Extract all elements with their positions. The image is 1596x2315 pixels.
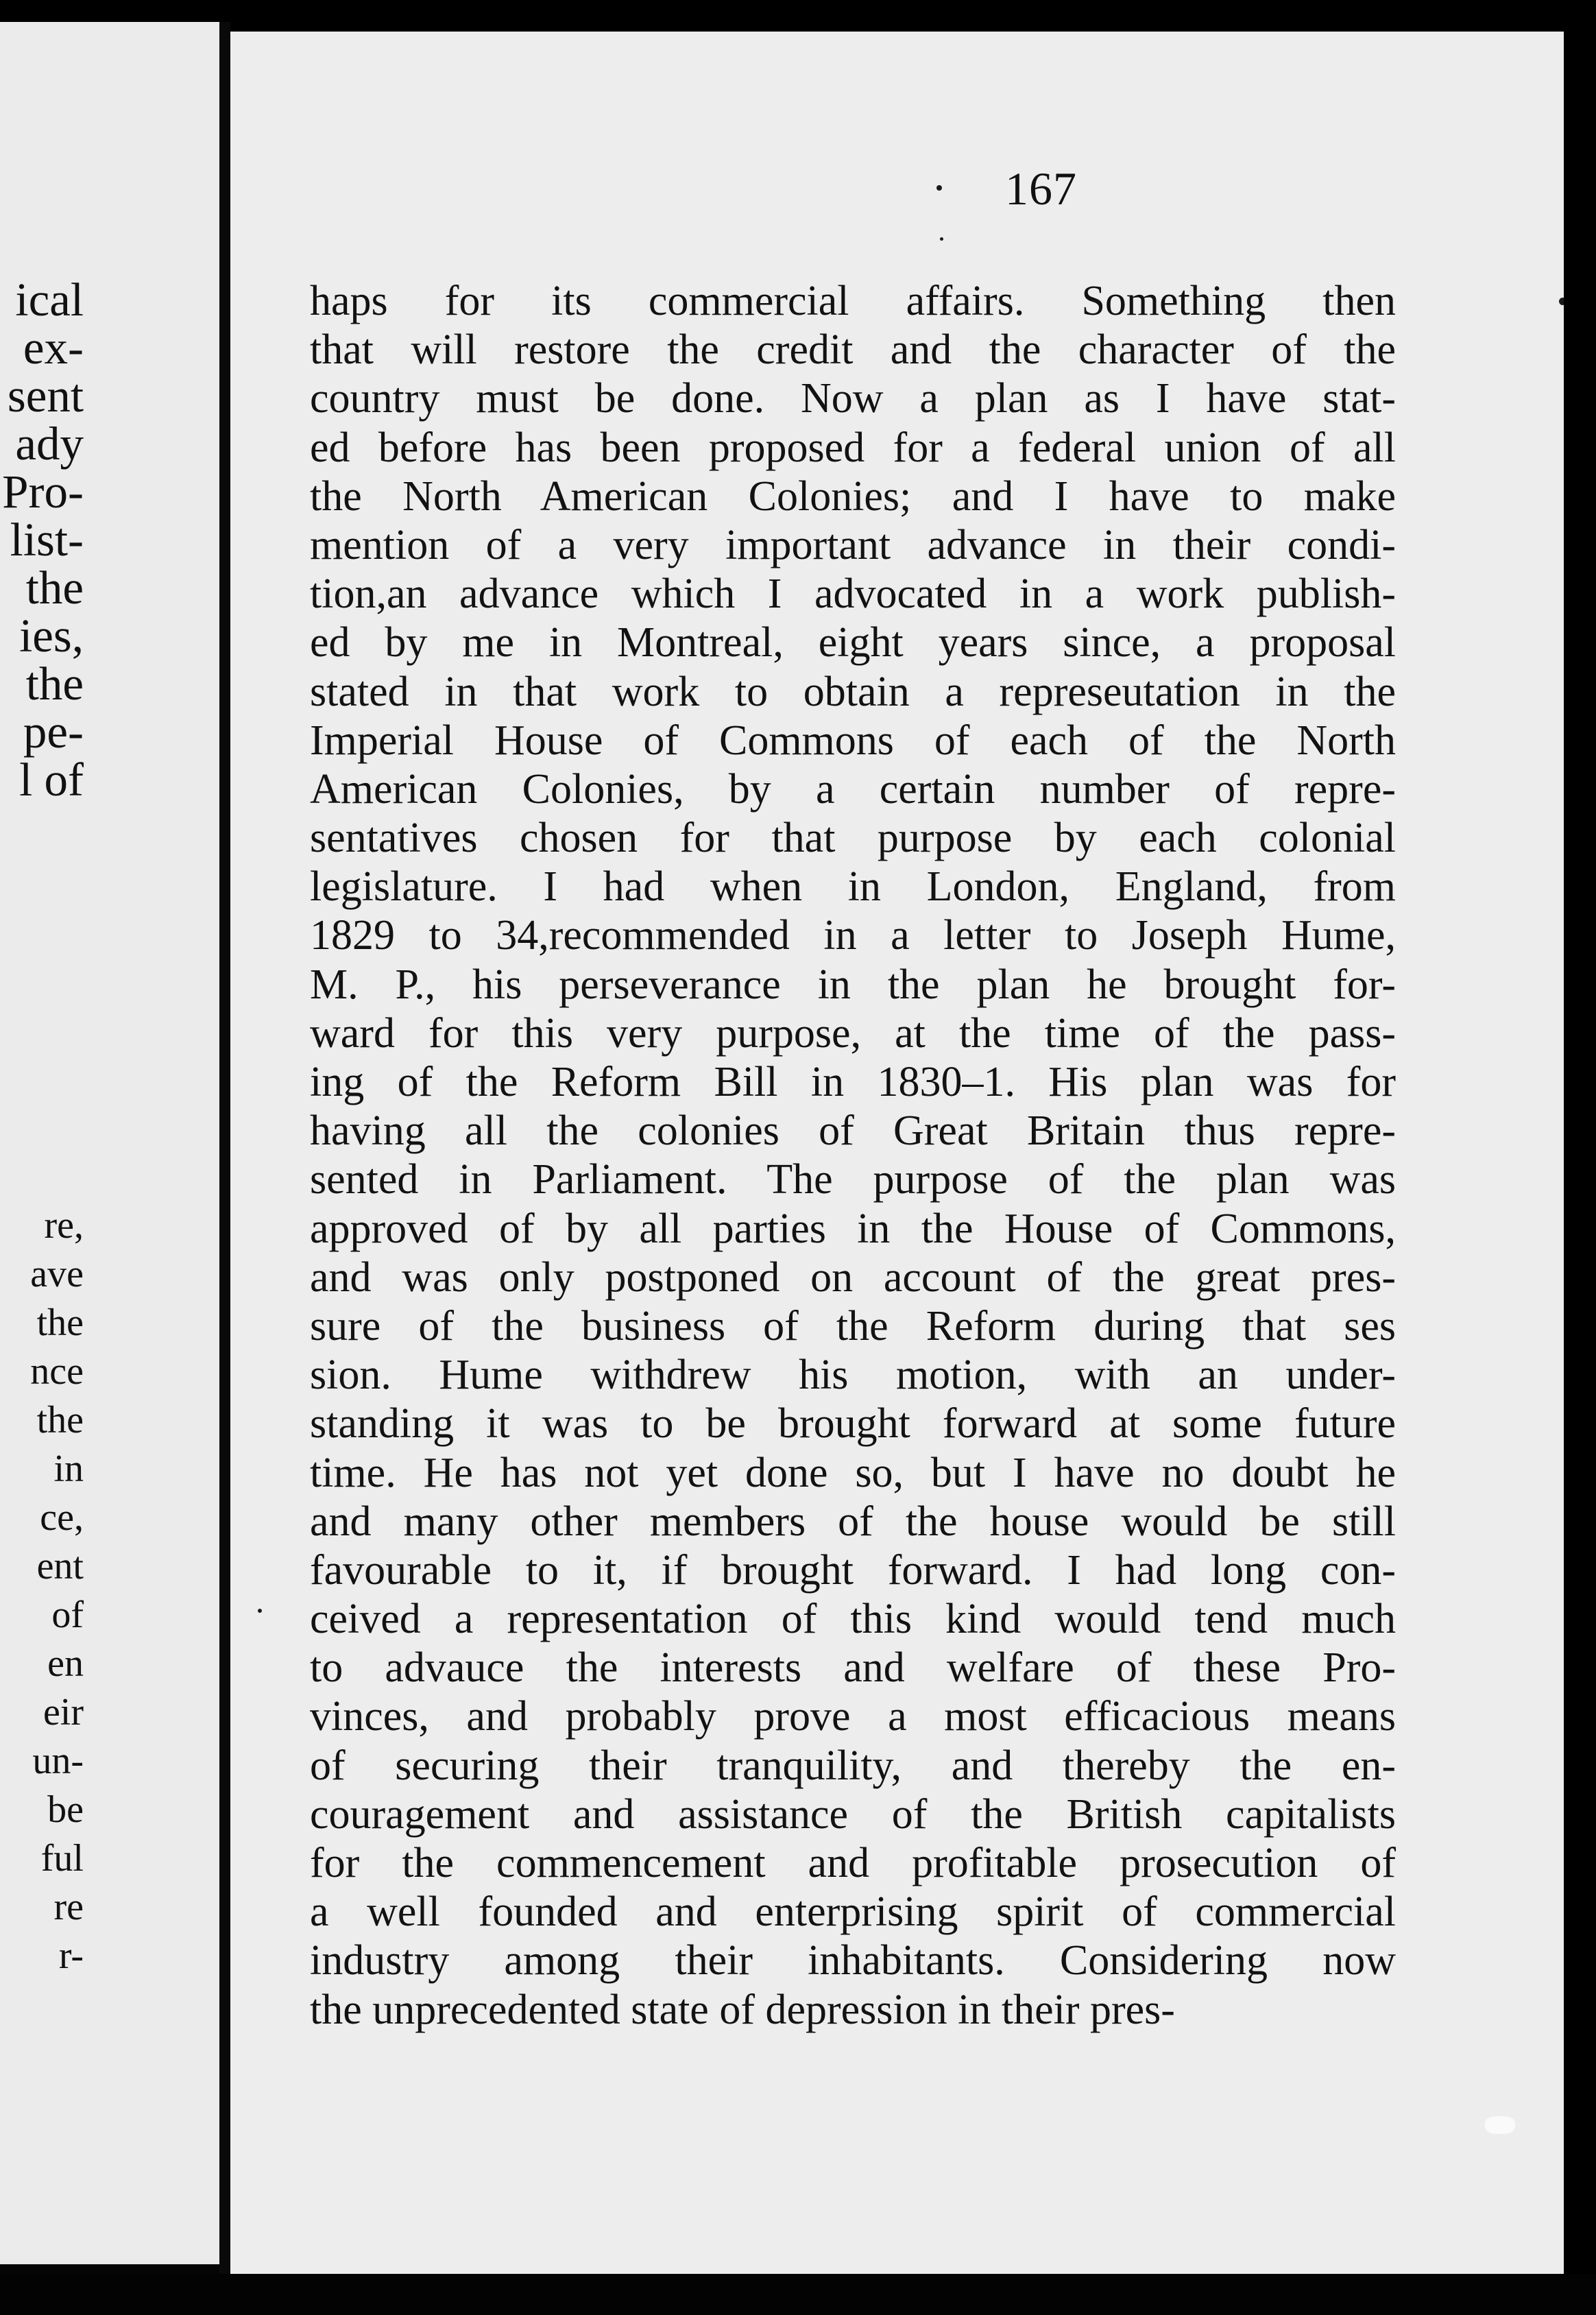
- text-line: and many other members of the house would be still: [310, 1498, 1396, 1545]
- text-line: vinces, and probably prove a most efficacious means: [310, 1693, 1396, 1740]
- left-page-fragment: pe-: [23, 706, 84, 758]
- text-line: ed by me in Montreal, eight years since, a proposal: [310, 619, 1396, 667]
- text-line: standing it was to be brought forward at some future: [310, 1400, 1396, 1448]
- left-page-fragment: list-: [10, 514, 84, 566]
- text-line: stated in that work to obtain a represeutation in the: [310, 668, 1396, 715]
- text-line: ed before has been proposed for a federal union of all: [310, 424, 1396, 471]
- left-page-fragment: be: [47, 1788, 84, 1831]
- text-line: couragement and assistance of the British capitalists: [310, 1790, 1396, 1838]
- text-line: sentatives chosen for that purpose by each colonial: [310, 815, 1396, 862]
- scan-right-border: [1564, 32, 1596, 2315]
- book-gutter: [219, 22, 230, 2278]
- paper-blemish: [1485, 2116, 1515, 2134]
- left-page-fragment: ce,: [40, 1496, 84, 1539]
- text-line: to advauce the interests and welfare of these Pro-: [310, 1644, 1396, 1692]
- left-page-fragment: ical: [15, 274, 84, 326]
- left-page-fragment: eir: [43, 1691, 84, 1734]
- ink-speck: [940, 237, 943, 241]
- text-line: ward for this very purpose, at the time of the pass-: [310, 1009, 1396, 1057]
- left-page-fragment: nce: [30, 1350, 84, 1393]
- left-page-fragment: re,: [44, 1204, 84, 1247]
- left-page-fragment: l of: [19, 754, 84, 806]
- left-page-fragment: the: [25, 562, 84, 614]
- text-line: ceived a representation of this kind would tend much: [310, 1596, 1396, 1643]
- left-page-fragment: ent: [36, 1545, 84, 1587]
- text-line: tion,an advance which I advocated in a work publish-: [310, 571, 1396, 618]
- left-page-fragment: ies,: [19, 610, 84, 662]
- text-line: the North American Colonies; and I have to make: [310, 472, 1396, 520]
- body-text: [310, 277, 1396, 2035]
- text-line: sion. Hume withdrew his motion, with an under-: [310, 1352, 1396, 1399]
- text-line: and was only postponed on account of the great pres-: [310, 1254, 1396, 1301]
- left-page-fragment: the: [36, 1399, 84, 1441]
- text-line: the unprecedented state of depression in their pres-: [310, 1986, 1175, 2033]
- text-line: a well founded and enterprising spirit of commercial: [310, 1888, 1396, 1936]
- text-line: American Colonies, by a certain number of repre-: [310, 765, 1396, 813]
- right-page: [230, 32, 1564, 2274]
- left-page-fragment: in: [53, 1448, 84, 1490]
- left-page-fragment: Pro-: [2, 466, 84, 518]
- left-page-fragment: re: [53, 1886, 84, 1928]
- text-line: favourable to it, if brought forward. I had long con-: [310, 1546, 1396, 1594]
- text-line: Imperial House of Commons of each of the North: [310, 717, 1396, 764]
- text-line: sented in Parliament. The purpose of the plan was: [310, 1156, 1396, 1203]
- text-line: M. P., his perseverance in the plan he brought for-: [310, 961, 1396, 1008]
- text-line: having all the colonies of Great Britain thus repre-: [310, 1107, 1396, 1155]
- scan-bottom-border: [0, 2274, 1596, 2315]
- text-line: ing of the Reform Bill in 1830–1. His plan was for: [310, 1059, 1396, 1105]
- ink-speck: [936, 185, 942, 191]
- scan-top-border: [0, 0, 1596, 32]
- text-line: time. He has not yet done so, but I have no doubt he: [310, 1449, 1396, 1496]
- text-line: legislature. I had when in London, England, from: [310, 863, 1396, 911]
- left-page-fragment: ful: [40, 1837, 84, 1880]
- text-line: that will restore the credit and the character of the: [310, 326, 1396, 374]
- text-line: country must be done. Now a plan as I have stat-: [310, 375, 1396, 422]
- page-number: 167: [1005, 163, 1077, 215]
- left-page-fragment: sent: [7, 370, 84, 422]
- text-line: industry among their inhabitants. Considering now: [310, 1937, 1396, 1984]
- text-line: for the commencement and profitable prosecution of: [310, 1840, 1396, 1886]
- left-page-fragment: the: [36, 1302, 84, 1344]
- text-line: mention of a very important advance in their condi-: [310, 521, 1396, 568]
- ink-speck: [1559, 298, 1564, 305]
- left-page-fragment: of: [51, 1594, 84, 1636]
- left-page-fragment: ex-: [23, 322, 84, 374]
- left-page-fragment: the: [25, 658, 84, 710]
- ink-speck: [258, 1609, 262, 1613]
- text-line: approved of by all parties in the House of Commons,: [310, 1205, 1396, 1252]
- text-line: sure of the business of the Reform during that ses: [310, 1302, 1396, 1350]
- left-page-fragment: ady: [15, 418, 84, 470]
- left-page-fragment: un-: [32, 1740, 84, 1782]
- text-line: 1829 to 34,recommended in a letter to Joseph Hume,: [310, 912, 1396, 959]
- left-page-fragment: en: [47, 1642, 84, 1685]
- left-page-fragment: ave: [30, 1253, 84, 1295]
- left-page-fragment: r-: [58, 1934, 84, 1977]
- text-line: of securing their tranquility, and thereby the en-: [310, 1742, 1396, 1789]
- text-line: haps for its commercial affairs. Something then: [310, 278, 1396, 324]
- left-page-edge: [0, 22, 219, 2264]
